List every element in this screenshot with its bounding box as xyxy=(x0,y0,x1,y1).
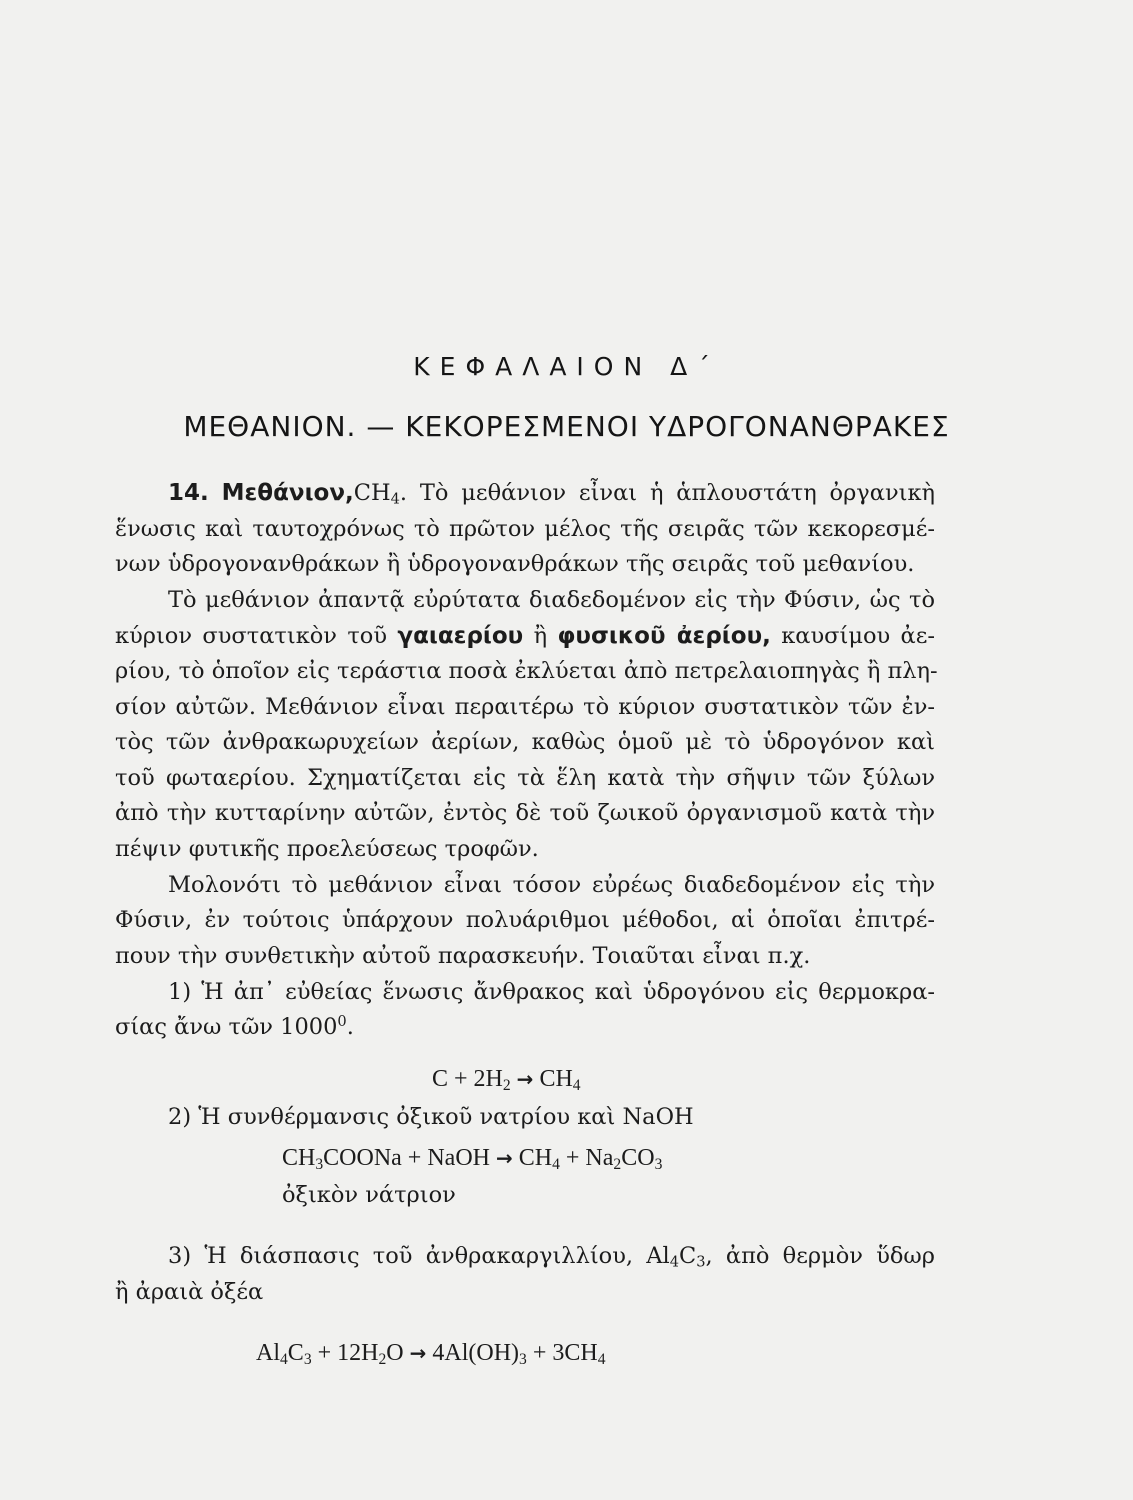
sodium-acetate-caption: ὀξικὸν νάτριον xyxy=(282,1182,456,1208)
paragraph-2-line-3: ρίου, τὸ ὁποῖον εἰς τεράστια ποσὰ ἐκλύεται ἀπὸ πετρελαιοπηγὰς ἢ πλη- xyxy=(115,658,938,684)
paragraph-3-line-3: πουν τὴν συνθετικὴν αὐτοῦ παρασκευήν. Τοιαῦται εἶναι π.χ. xyxy=(115,943,811,969)
reaction-arrow-icon: → xyxy=(495,1146,513,1170)
paragraph-2-line-7: ἀπὸ τὴν κυτταρίνην αὐτῶν, ἐντὸς δὲ τοῦ ζωικοῦ ὀργανισμοῦ κατὰ τὴν xyxy=(115,800,935,826)
item-3-line-2: ἢ ἀραιὰ ὀξέα xyxy=(115,1279,264,1305)
equation-3: $Al_4C_3 + 12H_2O \to 4Al(OH)_3 + 3CH_4$ xyxy=(256,1340,606,1368)
methane-formula: $CH_4$ xyxy=(353,480,400,508)
term-natural-gas: φυσικοῦ ἀερίου, xyxy=(557,623,771,649)
paragraph-2-line-5: τὸς τῶν ἀνθρακωρυχείων ἀερίων, καθὼς ὁμοῦ μὲ τὸ ὑδρογόνον καὶ xyxy=(115,729,935,755)
equation-2: $CH_3COONa$ + NaOH → $CH_4 + Na_2CO_3$ xyxy=(282,1145,663,1173)
paragraph-1-line-3: νων ὑδρογονανθράκων ἢ ὑδρογονανθράκων τῆς σειρᾶς τοῦ μεθανίου. xyxy=(115,551,915,577)
item-2-line-1: 2) Ἡ συνθέρμανσις ὀξικοῦ νατρίου καὶ NaOH xyxy=(168,1104,694,1130)
paragraph-1-line-2: ἕνωσις καὶ ταυτοχρόνως τὸ πρῶτον μέλος τῆς σειρᾶς τῶν κεκορεσμέ- xyxy=(115,516,935,542)
term-gaiaeriou: γαιαερίου xyxy=(397,623,524,649)
equation-1: $C + 2H_2 \to CH_4$ xyxy=(432,1066,581,1094)
chapter-heading: ΚΕΦΑΛΑΙΟΝ Δ΄ xyxy=(413,352,720,381)
item-1-line-2: σίας ἄνω τῶν 1000$^0$. xyxy=(115,1012,354,1040)
item-3-line-1: 3) Ἡ διάσπασις τοῦ ἀνθρακαργιλλίου, $Al_4C_3$, ἀπὸ θερμὸν ὕδωρ xyxy=(168,1243,935,1271)
paragraph-2-line-4: σίον αὐτῶν. Μεθάνιον εἶναι περαιτέρω τὸ κύριον συστατικὸν τῶν ἐν- xyxy=(115,694,935,720)
paragraph-3-line-1: Μολονότι τὸ μεθάνιον εἶναι τόσον εὐρέως διαδεδομένον εἰς τὴν xyxy=(168,872,935,898)
paragraph-3-line-2: Φύσιν, ἐν τούτοις ὑπάρχουν πολυάριθμοι μέθοδοι, αἱ ὁποῖαι ἐπιτρέ- xyxy=(115,907,935,933)
paragraph-2-line-8: πέψιν φυτικῆς προελεύσεως τροφῶν. xyxy=(115,836,539,862)
reaction-arrow-icon: → xyxy=(516,1067,534,1091)
section-term: Μεθάνιον, xyxy=(221,480,354,506)
paragraph-2-line-1: Τὸ μεθάνιον ἀπαντᾷ εὐρύτατα διαδεδομένον εἰς τὴν Φύσιν, ὡς τὸ xyxy=(168,587,935,613)
paragraph-2-line-2: κύριον συστατικὸν τοῦ γαιαερίου ἢ φυσικοῦ ἀερίου, καυσίμου ἀε- xyxy=(115,623,936,649)
paragraph-2-line-6: τοῦ φωταερίου. Σχηματίζεται εἰς τὰ ἕλη κατὰ τὴν σῆψιν τῶν ξύλων xyxy=(115,765,935,791)
paragraph-1-line-1: 14. $M\varepsilon\theta ά\nu\iota o\nu,CH_4$. Τὸ μεθάνιον εἶναι ἡ ἁπλουστάτη ὀργανικὴ xyxy=(168,480,935,508)
section-number: 14. xyxy=(168,480,209,506)
reaction-arrow-icon: → xyxy=(409,1341,427,1365)
item-1-line-1: 1) Ἡ ἀπ᾿ εὐθείας ἕνωσις ἄνθρακος καὶ ὑδρογόνου εἰς θερμοκρα- xyxy=(168,979,935,1005)
section-title: ΜΕΘΑΝΙΟΝ. — ΚΕΚΟΡΕΣΜΕΝΟΙ ΥΔΡΟΓΟΝΑΝΘΡΑΚΕΣ xyxy=(183,410,950,443)
